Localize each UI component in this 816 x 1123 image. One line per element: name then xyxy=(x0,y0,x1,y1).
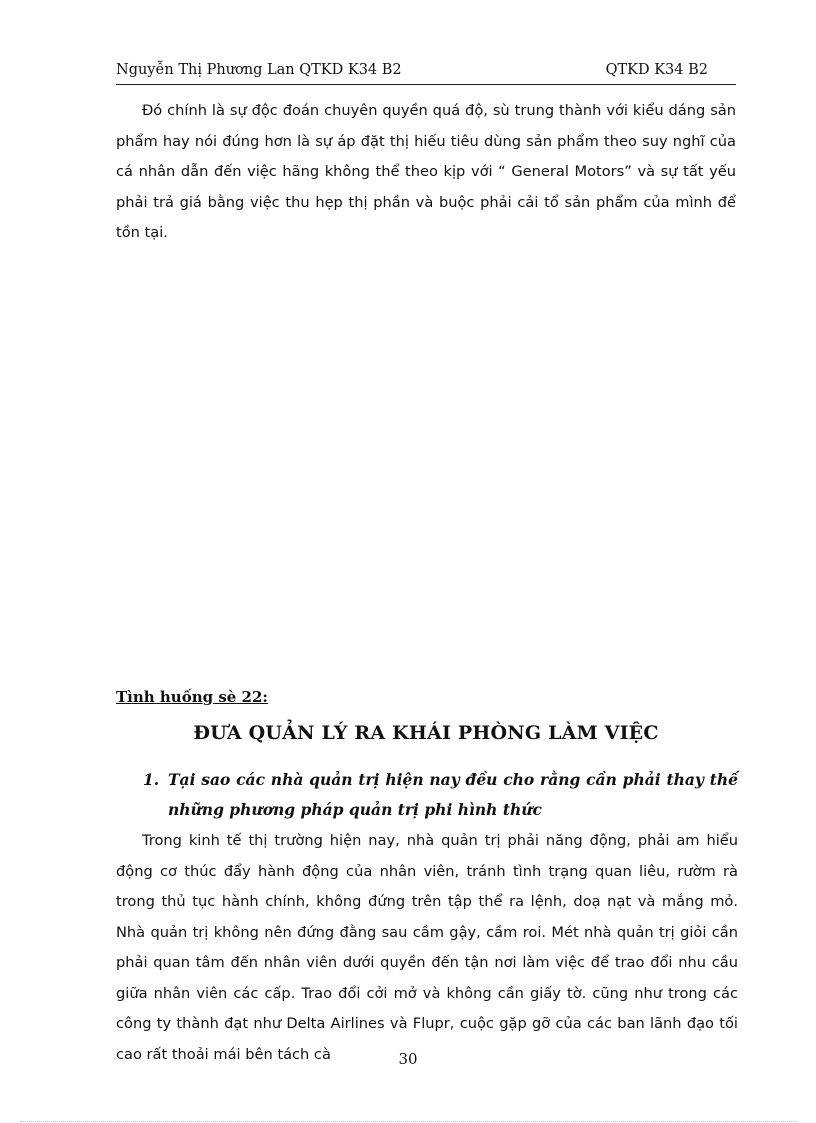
page-header xyxy=(116,60,736,85)
case-label: Tình huống sè 22: xyxy=(116,688,268,706)
paragraph-intro: Đó chính là sự độc đoán chuyên quyền quá độ, sù trung thành với kiểu dáng sản phẩm hay nói đúng hơn là sự áp đặt thị hiếu tiêu dùng sản phẩm theo suy nghĩ của cá nhân dẫn đến việc hãng không thể theo kịp với “ General Motors” và sự tất yếu phải trả giá bằng việc thu hẹp thị phần và buộc phải cải tổ sản phẩm của mình để tồn tại. xyxy=(116,102,736,241)
page-bottom-border xyxy=(20,1121,796,1122)
question-item xyxy=(143,765,738,825)
section-title: ĐƯA QUẢN LÝ RA KHÁI PHÒNG LÀM VIỆC xyxy=(193,722,659,744)
page-number: 30 xyxy=(398,1050,418,1068)
header-class: QTKD K34 B2 xyxy=(605,62,708,78)
paragraph-body: Trong kinh tế thị trường hiện nay, nhà quản trị phải năng động, phải am hiểu động cơ thúc đẩy hành động của nhân viên, tránh tình trạng quan liêu, rườm rà trong thủ tục hành chính, không đứng trên tập thể ra lệnh, doạ nạt và mắng mỏ. Nhà quản trị không nên đứng đằng sau cầm gậy, cầm roi. Mét nhà quản trị giỏi cần phải quan tâm đến nhân viên dưới quyền đến tận nơi làm việc để trao đổi nhu cầu giữa nhân viên các cấp. Trao đổi cởi mở và không cần giấy tờ. cũng như trong các công ty thành đạt như Delta Airlines và Flupr, cuộc gặp gỡ của các ban lãnh đạo tối cao rất thoải mái bên tách cà xyxy=(116,832,738,1063)
header-author: Nguyễn Thị Phương Lan QTKD K34 B2 xyxy=(116,62,402,78)
question-text: Tại sao các nhà quản trị hiện nay đều cho rằng cần phải thay thế những phương pháp quản trị phi hình thức xyxy=(168,770,738,819)
question-number: 1. xyxy=(143,770,160,789)
